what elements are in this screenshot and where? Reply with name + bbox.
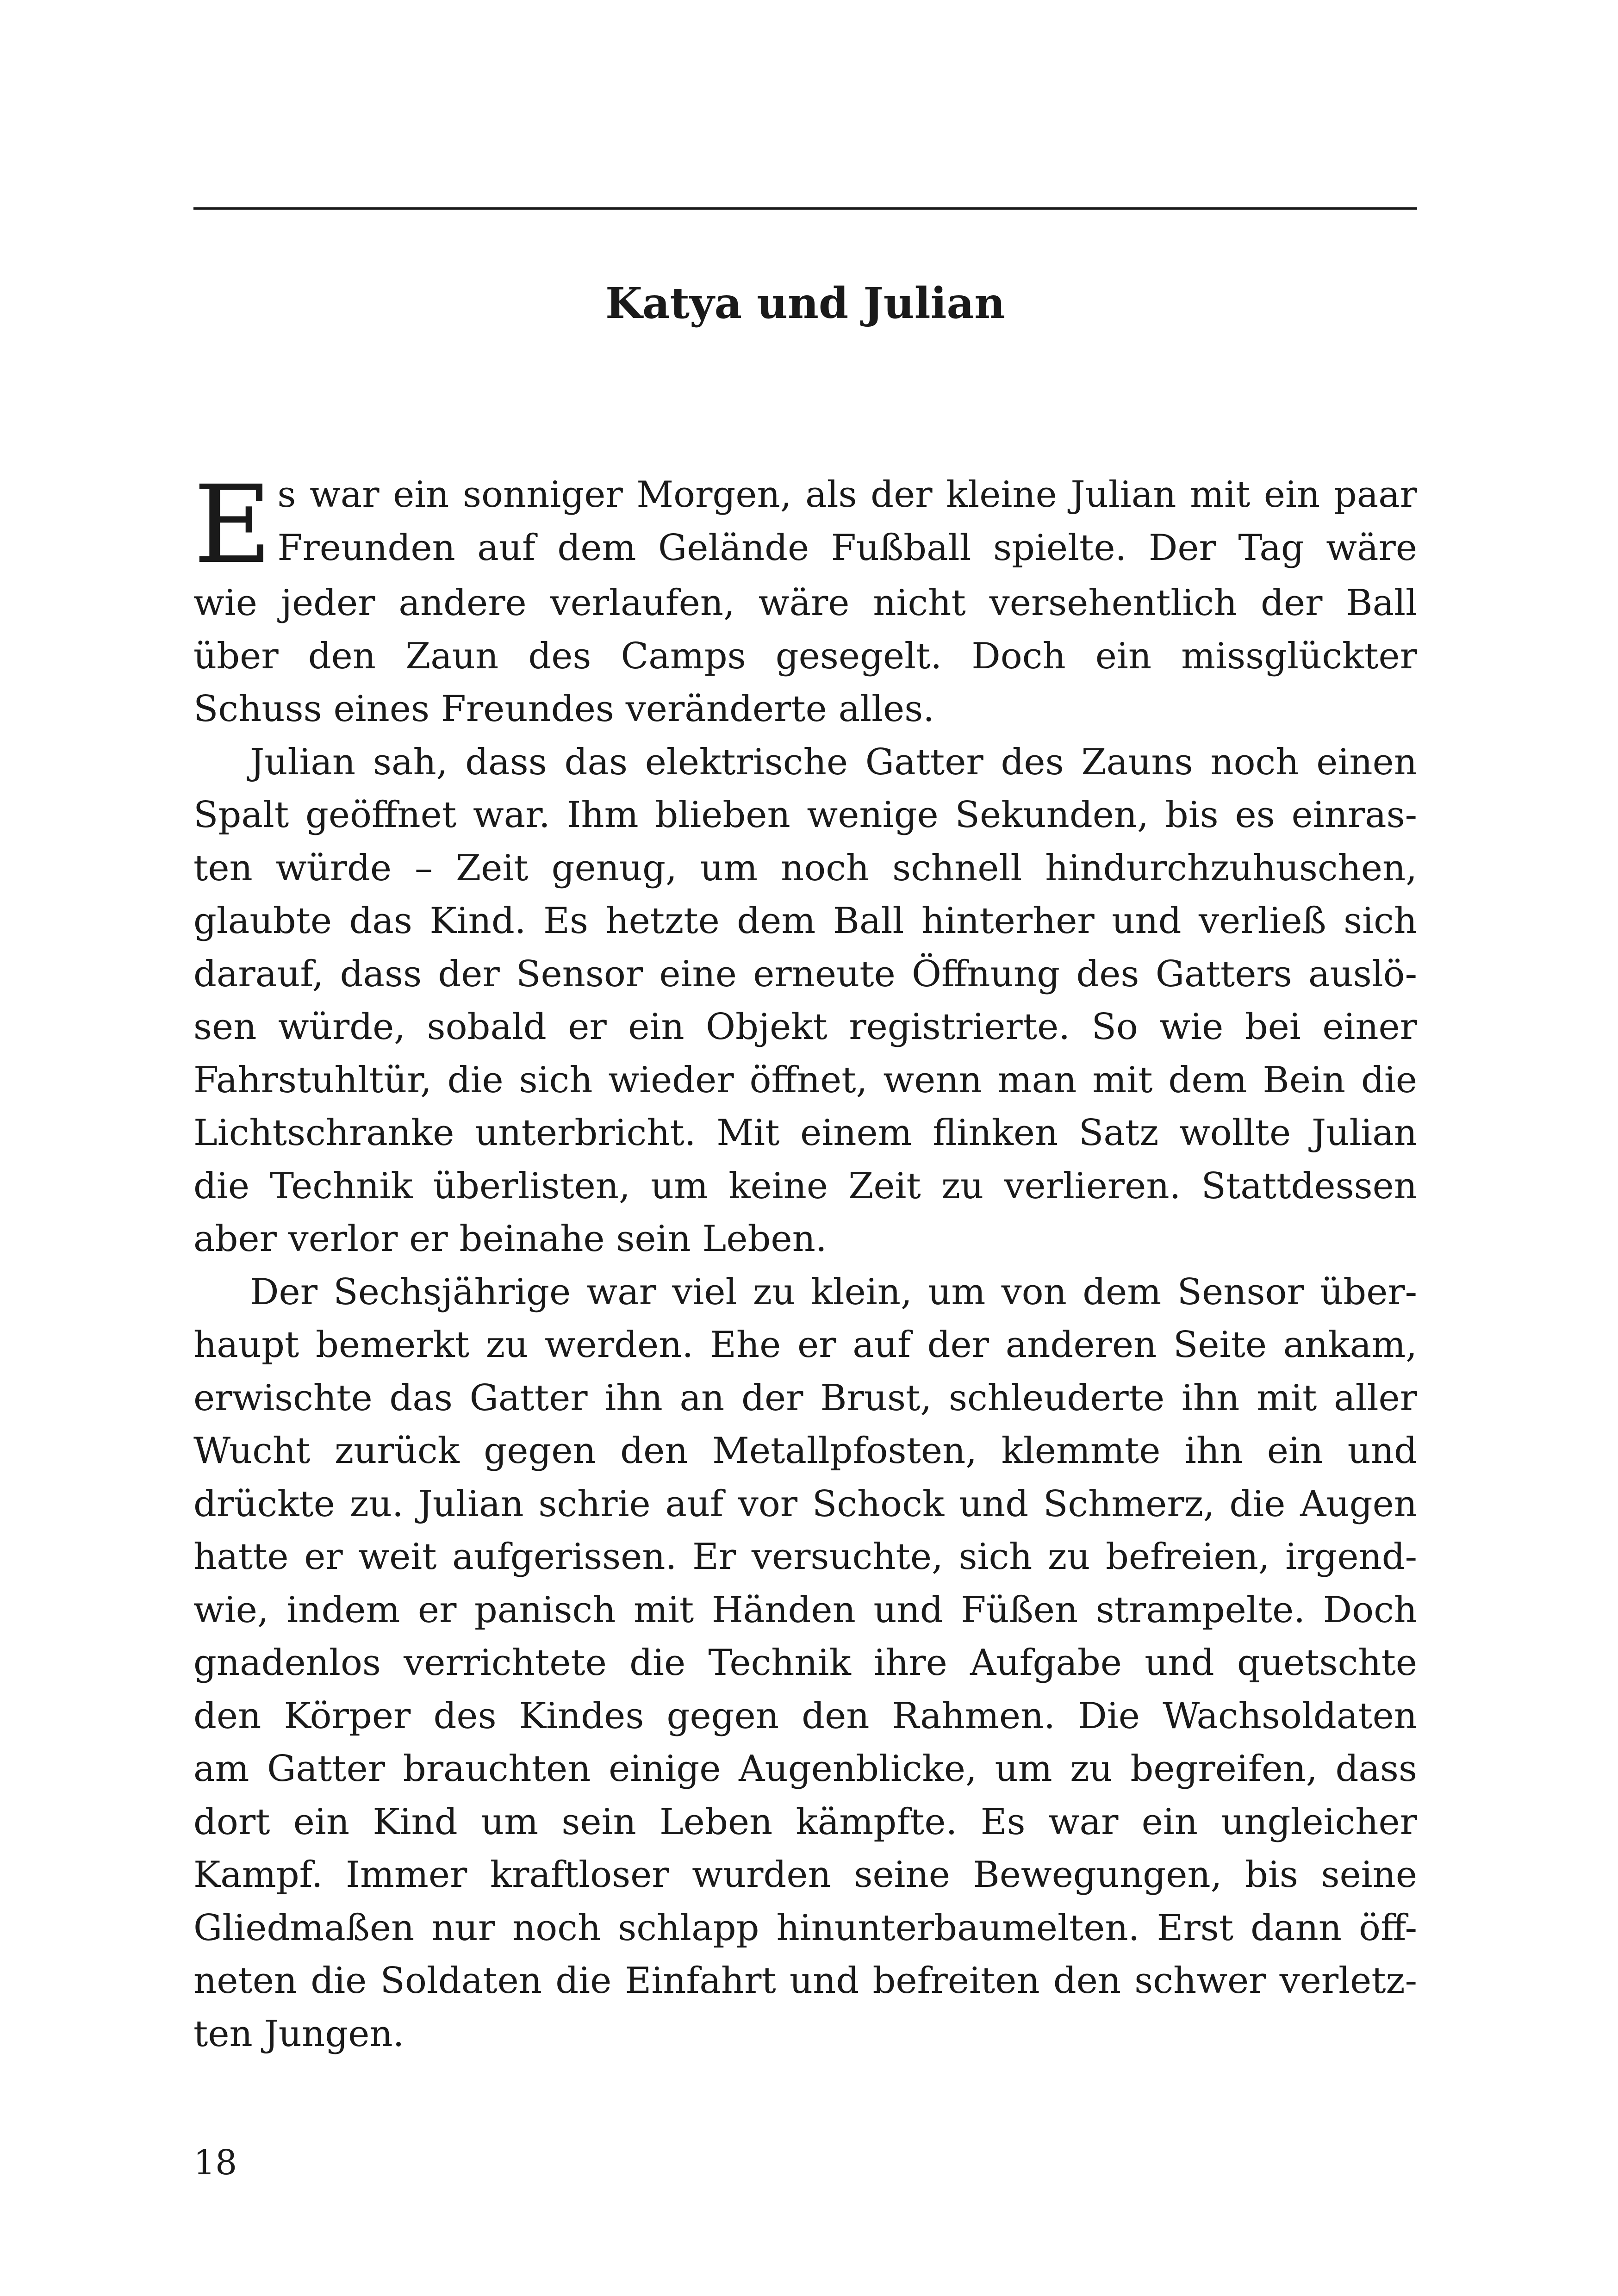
text-line: haupt bemerkt zu werden. Ehe er auf der anderen Seite ankam,: [193, 1324, 1417, 1366]
text-line: über den Zaun des Camps gesegelt. Doch ein missglückter: [193, 635, 1417, 677]
text-line: hatte er weit aufgerissen. Er versuchte, sich zu befreien, irgend-: [193, 1536, 1417, 1578]
text-line: Gliedmaßen nur noch schlapp hinunterbaumelten. Erst dann öff-: [193, 1907, 1417, 1949]
text-line: am Gatter brauchten einige Augenblicke, um zu begreifen, dass: [193, 1748, 1417, 1790]
text-line: gnadenlos verrichtete die Technik ihre Aufgabe und quetschte: [193, 1642, 1417, 1684]
text-line: die Technik überlisten, um keine Zeit zu verlieren. Stattdessen: [193, 1165, 1417, 1207]
page-number: 18: [193, 2143, 237, 2183]
text-line: dort ein Kind um sein Leben kämpfte. Es war ein ungleicher: [193, 1801, 1417, 1843]
chapter-title: Katya und Julian: [605, 278, 1006, 328]
text-line: drückte zu. Julian schrie auf vor Schock und Schmerz, die Augen: [193, 1483, 1417, 1525]
text-line: Schuss eines Freundes veränderte alles.: [193, 688, 935, 730]
header-rule: [193, 207, 1417, 210]
text-line: s war ein sonniger Morgen, als der kleine Julian mit ein paar: [277, 474, 1417, 516]
paragraph-1: [193, 462, 1417, 736]
text-line: ten würde – Zeit genug, um noch schnell hindurchzuhuschen,: [193, 847, 1417, 889]
text-line: Fahrstuhltür, die sich wieder öffnet, wenn man mit dem Bein die: [193, 1059, 1417, 1101]
paragraph-3: [193, 1266, 1417, 2061]
text-line: Lichtschranke unterbricht. Mit einem flinken Satz wollte Julian: [193, 1112, 1417, 1154]
text-line: Der Sechsjährige war viel zu klein, um von dem Sensor über-: [250, 1271, 1417, 1313]
text-line: den Körper des Kindes gegen den Rahmen. Die Wachsoldaten: [193, 1695, 1417, 1737]
body-text: [193, 462, 1417, 2060]
paragraph-2: [193, 736, 1417, 1266]
text-line: Freunden auf dem Gelände Fußball spielte. Der Tag wäre: [277, 527, 1417, 569]
text-line: neten die Soldaten die Einfahrt und befreiten den schwer verletz-: [193, 1960, 1417, 2002]
text-line: erwischte das Gatter ihn an der Brust, schleuderte ihn mit aller: [193, 1377, 1417, 1419]
text-line: aber verlor er beinahe sein Leben.: [193, 1218, 827, 1260]
text-line: wie, indem er panisch mit Händen und Füßen strampelte. Doch: [193, 1589, 1417, 1631]
text-line: Wucht zurück gegen den Metallpfosten, klemmte ihn ein und: [193, 1430, 1417, 1472]
text-line: ten Jungen.: [193, 2013, 404, 2055]
text-line: Julian sah, dass das elektrische Gatter des Zauns noch einen: [250, 741, 1417, 783]
text-line: darauf, dass der Sensor eine erneute Öffnung des Gatters auslö-: [193, 953, 1417, 995]
text-line: sen würde, sobald er ein Objekt registrierte. So wie bei einer: [193, 1006, 1417, 1048]
text-line: wie jeder andere verlaufen, wäre nicht versehentlich der Ball: [193, 582, 1417, 624]
text-line: glaubte das Kind. Es hetzte dem Ball hinterher und verließ sich: [193, 900, 1417, 942]
text-line: Kampf. Immer kraftloser wurden seine Bewegungen, bis seine: [193, 1854, 1417, 1896]
text-line: Spalt geöffnet war. Ihm blieben wenige Sekunden, bis es einras-: [193, 794, 1417, 836]
drop-cap: E: [193, 462, 272, 587]
